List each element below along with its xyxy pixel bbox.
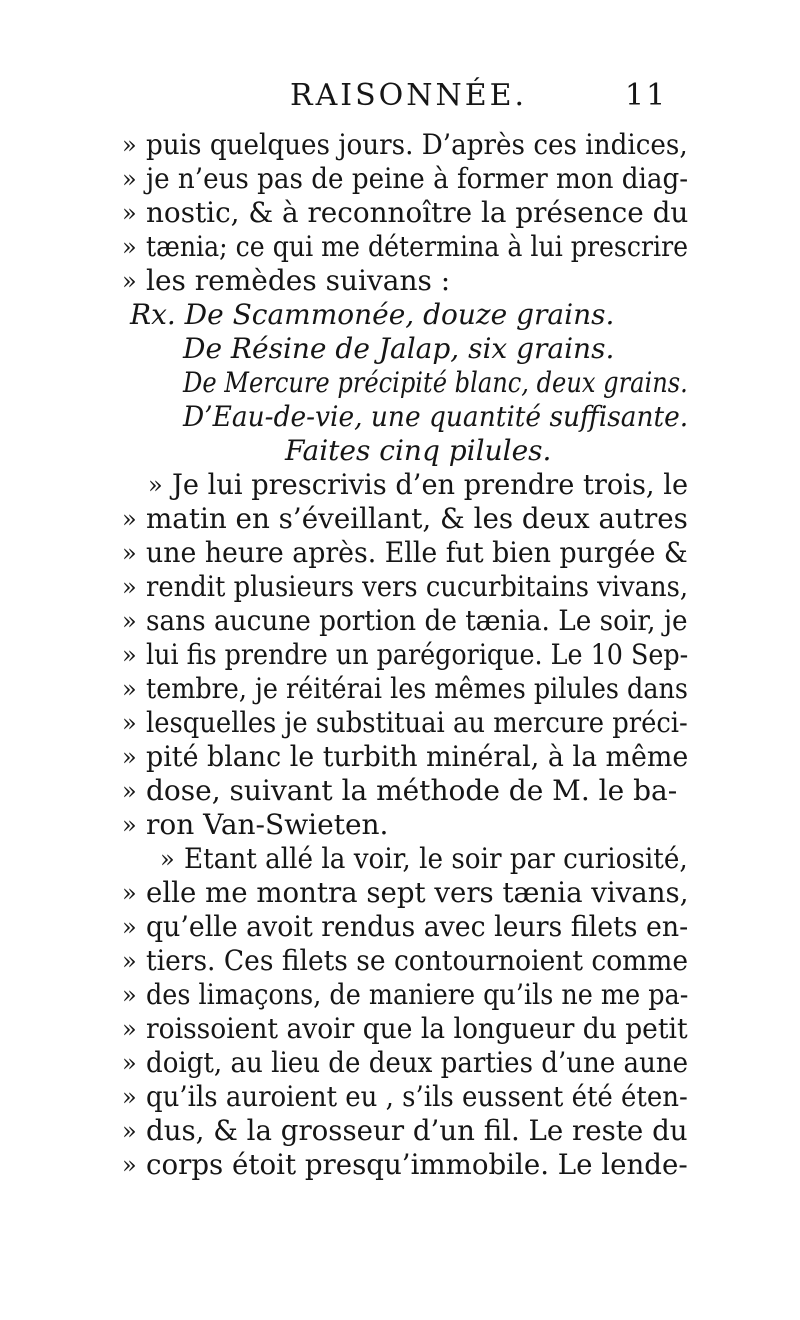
line-text: les remèdes suivans :	[146, 264, 451, 297]
quote-mark: »	[122, 165, 137, 193]
line-text: Rx. De Scammonée, douze grains.	[130, 298, 615, 331]
prescription-line	[0, 332, 800, 366]
line-text: Je lui prescrivis d’en prendre trois, le	[172, 468, 689, 501]
text-line	[0, 672, 800, 706]
text-line	[0, 706, 800, 740]
line-text: dose, suivant la méthode de M. le ba-	[146, 774, 678, 807]
text-line	[0, 536, 800, 570]
quote-mark: »	[122, 1049, 137, 1077]
text-line	[0, 264, 800, 298]
line-text: des limaçons, de maniere qu’ils ne me pa-	[146, 978, 689, 1011]
quote-mark: »	[122, 641, 137, 669]
text-line	[0, 910, 800, 944]
quote-mark: »	[122, 709, 137, 737]
quote-mark: »	[122, 811, 137, 839]
line-text: elle me montra sept vers tænia vivans,	[146, 876, 689, 909]
quote-mark: »	[122, 675, 137, 703]
quote-mark: »	[122, 1015, 137, 1043]
line-text: rendit plusieurs vers cucurbitains vivans,	[146, 570, 689, 603]
line-text: Etant allé la voir, le soir par curiosité,	[184, 842, 688, 875]
line-text: lui fis prendre un parégorique. Le 10 Sep-	[146, 638, 689, 671]
quote-mark: »	[122, 913, 137, 941]
quote-mark: »	[122, 267, 137, 295]
quote-mark: »	[122, 947, 137, 975]
text-line	[0, 162, 800, 196]
quote-mark: »	[122, 505, 137, 533]
text-line	[0, 944, 800, 978]
quote-mark: »	[160, 845, 175, 873]
text-line	[0, 978, 800, 1012]
quote-mark: »	[148, 471, 163, 499]
line-text: D’Eau-de-vie, une quantité suffisante.	[183, 400, 689, 433]
text-line	[0, 1114, 800, 1148]
quote-mark: »	[122, 1117, 137, 1145]
text-line	[0, 638, 800, 672]
quote-mark: »	[122, 743, 137, 771]
line-text: roissoient avoir que la longueur du petit	[146, 1012, 688, 1045]
quote-mark: »	[122, 1151, 137, 1179]
text-line	[0, 128, 800, 162]
text-line	[0, 876, 800, 910]
line-text: une heure après. Elle fut bien purgée &	[146, 536, 688, 569]
text-line	[0, 604, 800, 638]
text-line	[0, 1148, 800, 1182]
line-text: nostic, & à reconnoître la présence du	[146, 196, 689, 229]
prescription-line	[0, 400, 800, 434]
line-text: ron Van-Swieten.	[146, 808, 389, 841]
prescription-line	[0, 434, 800, 468]
text-line	[0, 808, 800, 842]
text-line	[0, 1046, 800, 1080]
text-line	[0, 230, 800, 264]
quote-mark: »	[122, 199, 137, 227]
line-text: puis quelques jours. D’après ces indices,	[146, 128, 688, 161]
line-text: tembre, je réitérai les mêmes pilules dans	[146, 672, 688, 705]
line-text: De Mercure précipité blanc, deux grains.	[183, 366, 688, 399]
line-text: lesquelles je substituai au mercure préci-	[146, 706, 688, 739]
quote-mark: »	[122, 607, 137, 635]
line-text: je n’eus pas de peine à former mon diag-	[146, 162, 689, 195]
text-line	[0, 570, 800, 604]
line-text: tænia; ce qui me détermina à lui prescrire	[146, 230, 689, 263]
text-line	[0, 774, 800, 808]
quote-mark: »	[122, 879, 137, 907]
quote-mark: »	[122, 777, 137, 805]
line-text: tiers. Ces filets se contournoient comme	[146, 944, 689, 977]
text-line	[0, 1012, 800, 1046]
quote-mark: »	[122, 1083, 137, 1111]
line-text: De Résine de Jalap, six grains.	[183, 332, 615, 365]
prescription-line	[0, 366, 800, 400]
quote-mark: »	[122, 981, 137, 1009]
page-number: 11	[625, 78, 668, 113]
line-text: pité blanc le turbith minéral, à la même	[146, 740, 689, 773]
line-text: Faites cinq pilules.	[285, 434, 552, 467]
quote-mark: »	[122, 573, 137, 601]
prescription-line	[0, 298, 800, 332]
quote-mark: »	[122, 539, 137, 567]
line-text: corps étoit presqu’immobile. Le lende-	[146, 1148, 688, 1181]
text-line	[0, 468, 800, 502]
quote-mark: »	[122, 233, 137, 261]
line-text: dus, & la grosseur d’un fil. Le reste du	[146, 1114, 688, 1147]
line-text: qu’elle avoit rendus avec leurs filets en-	[146, 910, 689, 943]
text-line	[0, 502, 800, 536]
page-header	[0, 76, 800, 116]
text-line	[0, 196, 800, 230]
text-line	[0, 1080, 800, 1114]
line-text: sans aucune portion de tænia. Le soir, je	[146, 604, 688, 637]
text-line	[0, 740, 800, 774]
line-text: qu’ils auroient eu , s’ils eussent été éten-	[146, 1080, 688, 1113]
line-text: doigt, au lieu de deux parties d’une aune	[146, 1046, 689, 1079]
text-line	[0, 842, 800, 876]
quote-mark: »	[122, 131, 137, 159]
running-head: RAISONNÉE.	[290, 78, 528, 113]
line-text: matin en s’éveillant, & les deux autres	[146, 502, 688, 535]
